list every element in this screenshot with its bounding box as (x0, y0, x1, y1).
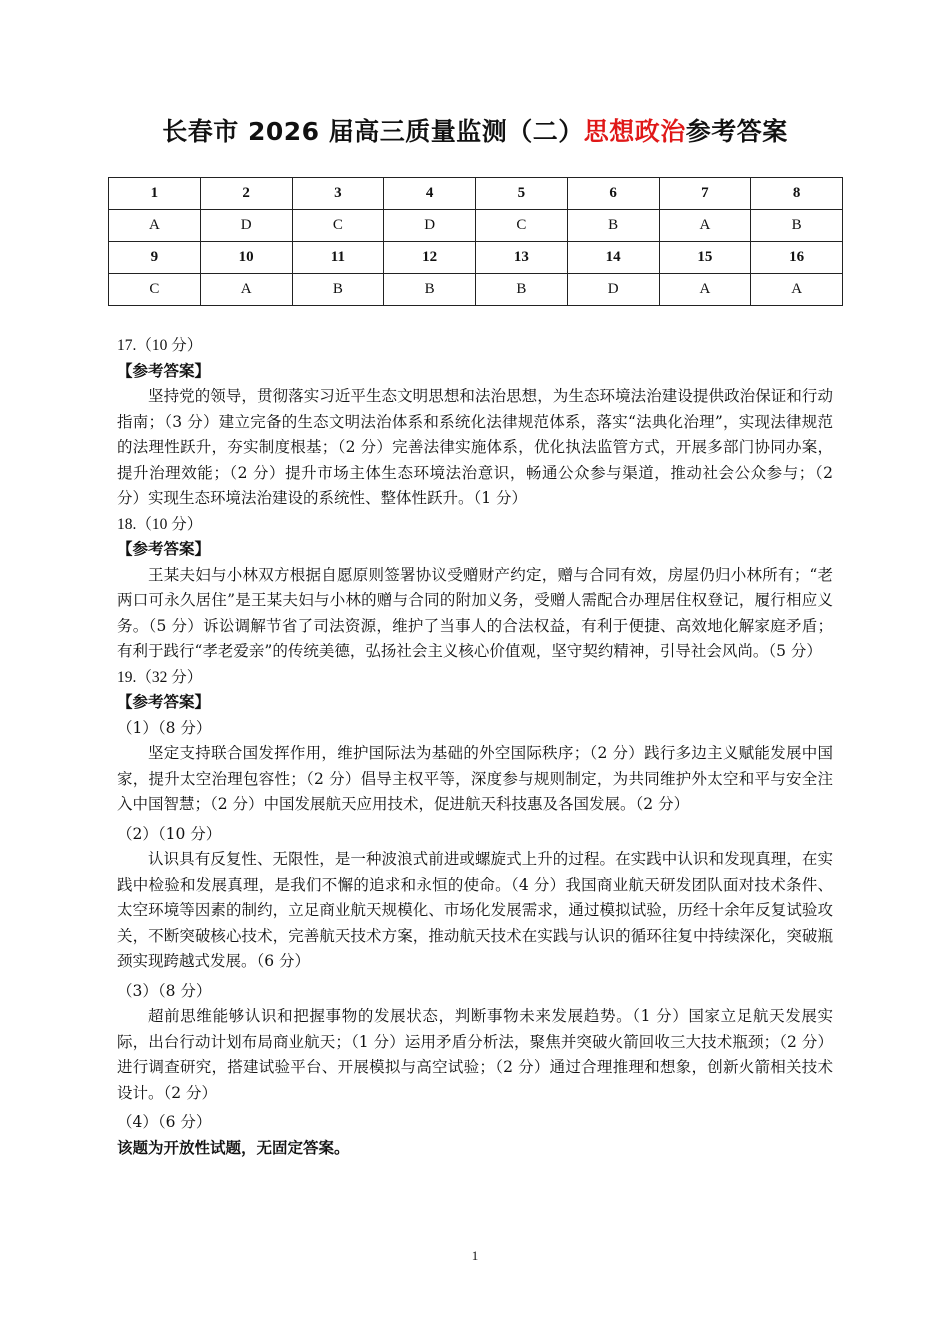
q18-ref-label: 【参考答案】 (117, 540, 211, 558)
answer-cell: B (567, 210, 659, 242)
q19-part1-answer: 坚定支持联合国发挥作用，维护国际法为基础的外空国际秩序；（2 分）践行多边主义赋能发展中国家，提升太空治理包容性；（2 分）倡导主权平等，深度参与规则制定，为共同维护外太空和平与安全注入中国智慧；（2 分）中国发展航天应用技术，促进航天科技惠及各国发展。（2 分） (117, 744, 833, 813)
q19-heading: 19.（32 分） (117, 668, 203, 686)
answer-table-answer-row (109, 210, 843, 242)
question-number-cell: 11 (292, 242, 384, 274)
answer-cell: A (659, 274, 751, 306)
q19-part3-label: （3）（8 分） (117, 981, 212, 1000)
question-number-cell: 5 (476, 178, 568, 210)
q18-answer: 王某夫妇与小林双方根据自愿原则签署协议受赠财产约定，赠与合同有效，房屋仍归小林所有；“老两口可永久居住”是王某夫妇与小林的赠与合同的附加义务，受赠人需配合办理居住权登记，履行相应义务。（5 分）诉讼调解节省了司法资源，维护了当事人的合法权益，有利于便捷、高效地化解家庭矛盾；有利于践行“孝老爱亲”的传统美德，弘扬社会主义核心价值观，坚守契约精神，引导社会风尚。（5 分） (117, 565, 833, 660)
title-subject: 思想政治 (583, 117, 686, 146)
title-suffix: 参考答案 (685, 117, 788, 146)
question-number-cell: 1 (109, 178, 201, 210)
question-number-cell: 16 (751, 242, 843, 274)
answer-table-answer-row (109, 274, 843, 306)
answer-cell: B (384, 274, 476, 306)
answer-cell: A (109, 210, 201, 242)
answer-cell: D (567, 274, 659, 306)
answer-cell: A (751, 274, 843, 306)
question-number-cell: 13 (476, 242, 568, 274)
q19-part4-label: （4）（6 分） (117, 1113, 212, 1131)
q19-part1-label: （1）（8 分） (117, 718, 212, 737)
q19-part2-answer: 认识具有反复性、无限性，是一种波浪式前进或螺旋式上升的过程。在实践中认识和发现真理，在实践中检验和发展真理，是我们不懈的追求和永恒的使命。（4 分）我国商业航天研发团队面对技术条件、太空环境等因素的制约，立足商业航天规模化、市场化发展需求，通过模拟试验，历经十余年反复试验攻关，不断突破核心技术，完善航天技术方案，推动航天技术在实践与认识的循环往复中持续深化，突破瓶颈实现跨越式发展。（6 分） (117, 850, 833, 970)
question-number-cell: 4 (384, 178, 476, 210)
page-title (0, 112, 950, 148)
answer-cell: B (751, 210, 843, 242)
question-number-cell: 7 (659, 178, 751, 210)
answer-cell: C (476, 210, 568, 242)
q17-heading: 17.（10 分） (117, 337, 203, 354)
q18-heading: 18.（10 分） (117, 515, 203, 533)
answer-cell: B (292, 274, 384, 306)
answer-cell: B (476, 274, 568, 306)
question-number-cell: 10 (200, 242, 292, 274)
question-number-cell: 6 (567, 178, 659, 210)
question-number-cell: 8 (751, 178, 843, 210)
page-number: 1 (471, 1248, 479, 1263)
question-number-cell: 3 (292, 178, 384, 210)
answer-table-number-row (109, 178, 843, 210)
q17-answer: 坚持党的领导，贯彻落实习近平生态文明思想和法治思想，为生态环境法治建设提供政治保证和行动指南；（3 分）建立完备的生态文明法治体系和系统化法律规范体系，落实“法典化治理”，实现法律规范的法理性跃升，夯实制度根基；（2 分）完善法律实施体系，优化执法监管方式，开展多部门协同办案，提升治理效能；（2 分）提升市场主体生态环境法治意识，畅通公众参与渠道，推动社会公众参与；（2 分）实现生态环境法治建设的系统性、整体性跃升。（1 分） (117, 387, 833, 507)
q19-part2-label: （2）（10 分） (117, 824, 222, 843)
answer-cell: C (292, 210, 384, 242)
answer-cell: A (200, 274, 292, 306)
answer-cell: D (200, 210, 292, 242)
q17-ref-label: 【参考答案】 (117, 361, 211, 380)
question-number-cell: 9 (109, 242, 201, 274)
q19-ref-label: 【参考答案】 (117, 693, 211, 711)
title-main: 长春市 2026 届高三质量监测（二） (162, 117, 584, 146)
question-number-cell: 12 (384, 242, 476, 274)
question-number-cell: 14 (567, 242, 659, 274)
answer-content (117, 333, 833, 1161)
answer-cell: C (109, 274, 201, 306)
question-number-cell: 2 (200, 178, 292, 210)
q19-part3-answer: 超前思维能够认识和把握事物的发展状态，判断事物未来发展趋势。（1 分）国家立足航天发展实际，出台行动计划布局商业航天；（1 分）运用矛盾分析法，聚焦并突破火箭回收三大技术瓶颈；（2 分）进行调查研究，搭建试验平台、开展模拟与高空试验；（2 分）通过合理推理和想象，创新火箭相关技术设计。（2 分） (117, 1007, 833, 1102)
question-number-cell: 15 (659, 242, 751, 274)
answer-cell: D (384, 210, 476, 242)
q19-part4-answer: 该题为开放性试题，无固定答案。 (117, 1138, 350, 1157)
answer-cell: A (659, 210, 751, 242)
answer-table-number-row (109, 242, 843, 274)
answer-table (108, 177, 843, 306)
